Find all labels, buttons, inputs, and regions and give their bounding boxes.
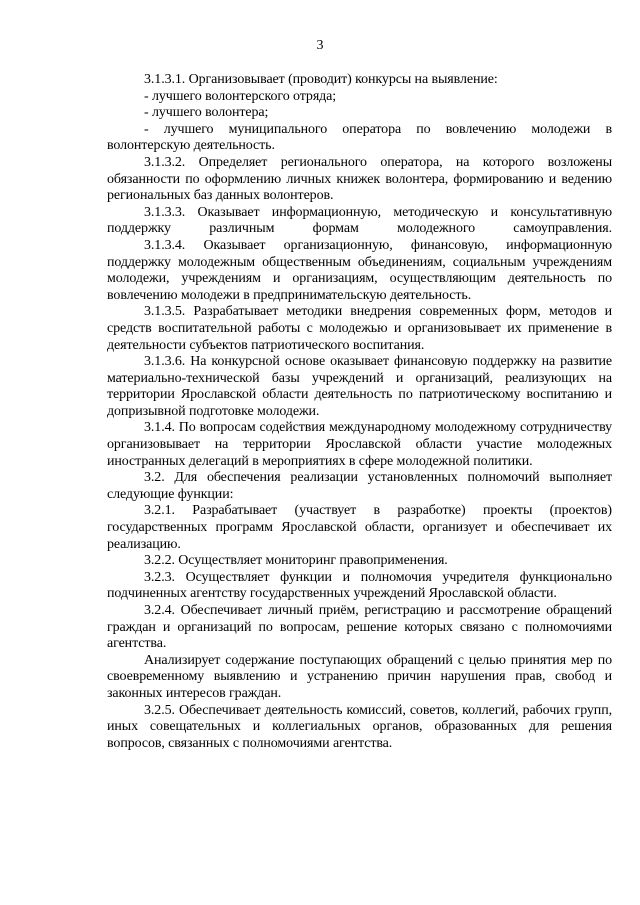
paragraph: Анализирует содержание поступающих обращений с целью принятия мер по своевременному выявлению и устранению причин нарушения прав, свобод и законных интересов граждан. [107, 652, 612, 701]
paragraph: - лучшего волонтера; [144, 105, 269, 121]
paragraph: 3.1.3.4. Оказывает организационную, финансовую, информационную поддержку молодежным общественным объединениям, социальным учреждениям молодежи, учреждениям и организациям, осуществляющим деятельность по вовлечению молодежи в предпринимательскую деятельность. [107, 237, 612, 303]
paragraph: 3.1.3.6. На конкурсной основе оказывает финансовую поддержку на развитие материально-технической базы учреждений и организаций, реализующих на территории Ярославской области деятельность по патриотическому воспитанию и допризывной подготовке молодежи. [107, 354, 612, 419]
paragraph: 3.2.4. Обеспечивает личный приём, регистрацию и рассмотрение обращений граждан и организаций по вопросам, решение которых связано с полномочиями агентства. [107, 603, 612, 652]
paragraph: 3.1.3.2. Определяет регионального оператора, на которого возложены обязанности по оформлению личных книжек волонтера, формированию и ведению региональных баз данных волонтеров. [107, 154, 612, 204]
paragraph: 3.2.1. Разрабатывает (участвует в разработке) проекты (проектов) государственных программ Ярославской области, организует и обеспечивает их реализацию. [107, 503, 612, 552]
paragraph: 3.1.4. По вопросам содействия международному молодежному сотрудничеству организовывает на территории Ярославской области участие молодежных иностранных делегаций в мероприятиях в сфере молодежной политики. [107, 420, 612, 469]
document-body [107, 72, 612, 752]
paragraph: 3.2. Для обеспечения реализации установленных полномочий выполняет следующие функции: [107, 470, 612, 502]
paragraph: 3.2.5. Обеспечивает деятельность комиссий, советов, коллегий, рабочих групп, иных совещательных и коллегиальных органов, образованных для решения вопросов, связанных с полномочиями агентства. [107, 702, 612, 751]
paragraph: - лучшего волонтерского отряда; [144, 88, 337, 104]
paragraph: - лучшего муниципального оператора по вовлечению молодежи в волонтерскую деятельность. [107, 121, 612, 154]
paragraph: 3.1.3.1. Организовывает (проводит) конкурсы на выявление: [144, 72, 498, 87]
paragraph: 3.2.2. Осуществляет мониторинг правоприменения. [144, 553, 448, 569]
paragraph: 3.2.3. Осуществляет функции и полномочия учредителя функционально подчиненных агентству государственных учреждений Ярославской области. [107, 569, 612, 602]
paragraph: 3.1.3.5. Разрабатывает методики внедрения современных форм, методов и средств воспитательной работы с молодежью и организовывает их применение в деятельности субъектов патриотического воспитания. [107, 304, 612, 353]
page-number: 3 [316, 38, 324, 53]
paragraph: 3.1.3.3. Оказывает информационную, методическую и консультативную поддержку различным формам молодежного самоуправления. [107, 204, 612, 237]
